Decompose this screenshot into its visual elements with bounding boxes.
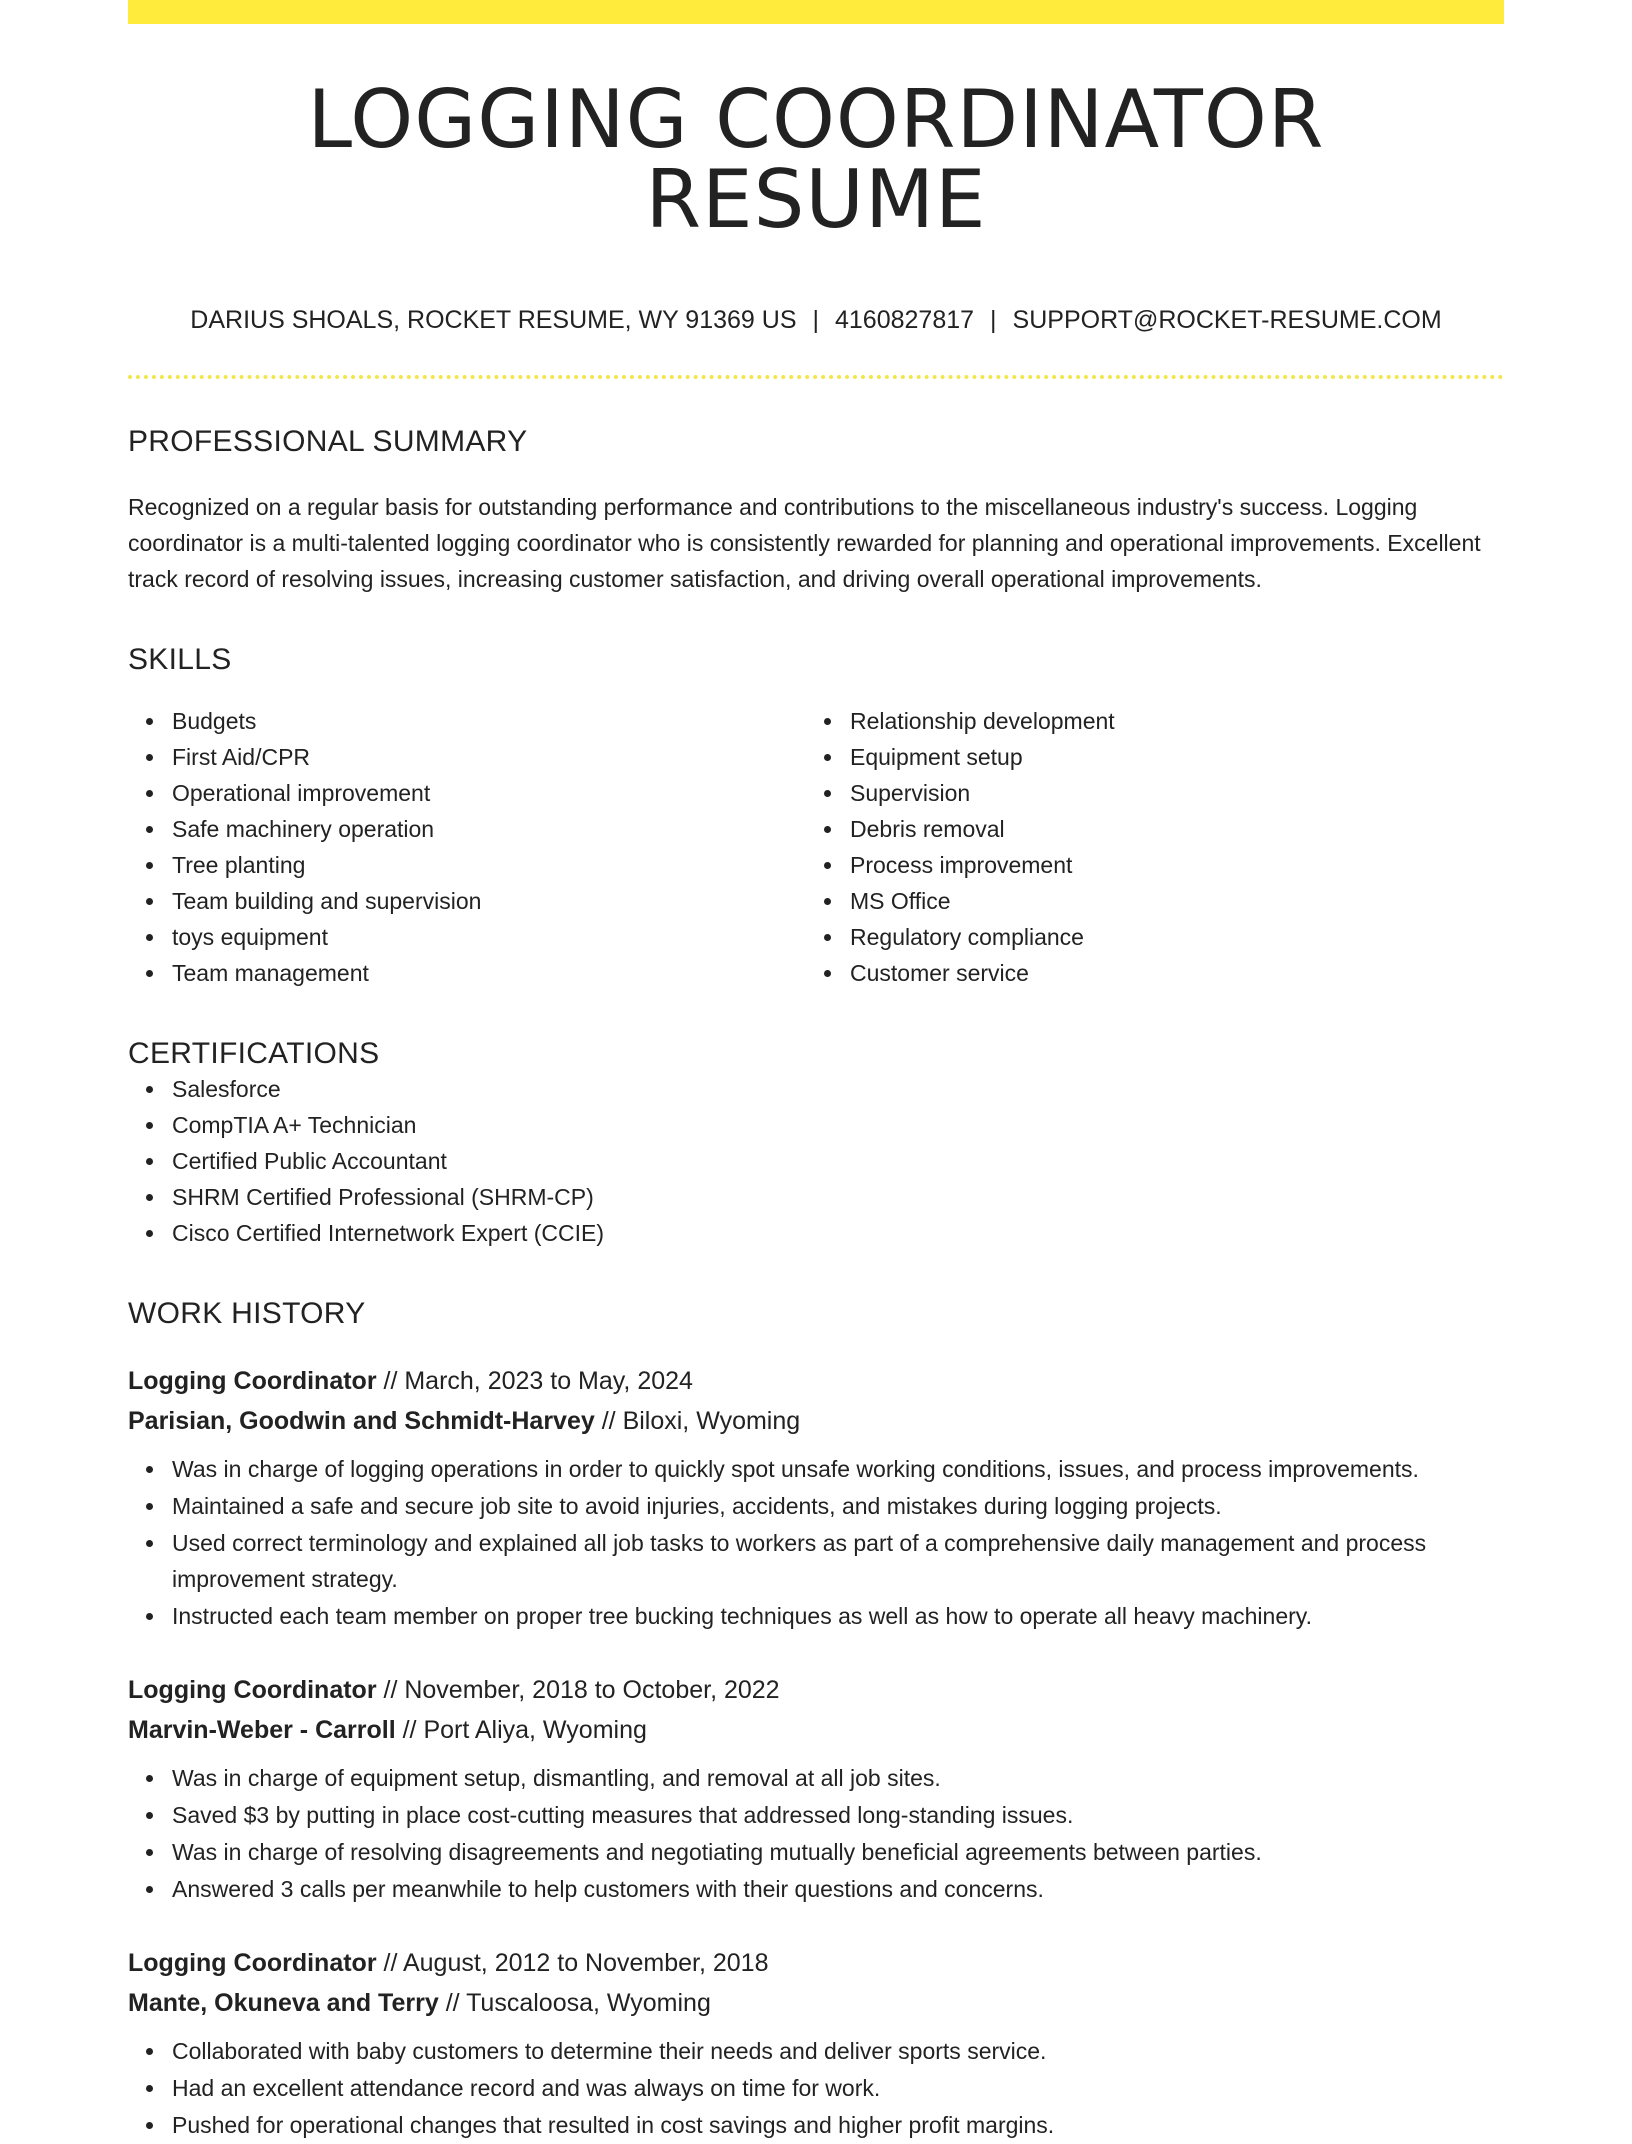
job-company-line	[128, 1710, 1504, 1750]
job-dates: // November, 2018 to October, 2022	[376, 1676, 780, 1704]
skill-item: Safe machinery operation	[128, 811, 806, 847]
skill-item: Supervision	[806, 775, 1484, 811]
skill-item: Relationship development	[806, 703, 1484, 739]
skill-item: Customer service	[806, 955, 1484, 991]
contact-separator: |	[812, 306, 819, 334]
job-title-line	[128, 1361, 1504, 1401]
skill-item: Tree planting	[128, 847, 806, 883]
section-title-certifications: CERTIFICATIONS	[128, 1037, 380, 1070]
job-bullet: Had an excellent attendance record and was always on time for work.	[128, 2070, 1504, 2106]
job-bullet: Instructed each team member on proper tree bucking techniques as well as how to operate all heavy machinery.	[128, 1598, 1504, 1634]
job-company: Marvin-Weber - Carroll	[128, 1716, 396, 1744]
certification-item: Certified Public Accountant	[128, 1143, 1504, 1179]
job-entry	[128, 1670, 1504, 1907]
resume-page	[128, 0, 1504, 2144]
accent-top-bar	[128, 0, 1504, 24]
certification-item: SHRM Certified Professional (SHRM-CP)	[128, 1179, 1504, 1215]
certification-item: CompTIA A+ Technician	[128, 1107, 1504, 1143]
skill-item: Budgets	[128, 703, 806, 739]
section-title-skills: SKILLS	[128, 643, 232, 676]
job-location: // Port Aliya, Wyoming	[395, 1716, 647, 1744]
skill-item: Regulatory compliance	[806, 919, 1484, 955]
job-dates: // August, 2012 to November, 2018	[376, 1949, 769, 1977]
job-entry	[128, 1943, 1504, 2143]
job-title: Logging Coordinator	[128, 1367, 377, 1395]
job-company-line	[128, 1401, 1504, 1441]
job-bullet: Pushed for operational changes that resulted in cost savings and higher profit margins.	[128, 2107, 1504, 2143]
skill-item: Team building and supervision	[128, 883, 806, 919]
job-title-line	[128, 1670, 1504, 1710]
job-bullet: Saved $3 by putting in place cost-cutting measures that addressed long-standing issues.	[128, 1797, 1504, 1833]
skills-list-right	[806, 703, 1484, 991]
job-bullet: Used correct terminology and explained all job tasks to workers as part of a comprehensive daily management and process improvement strategy.	[128, 1525, 1504, 1597]
contact-phone: 4160827817	[835, 306, 975, 334]
skill-item: MS Office	[806, 883, 1484, 919]
job-location: // Biloxi, Wyoming	[594, 1407, 801, 1435]
resume-title: LOGGING COORDINATOR RESUME	[307, 73, 1325, 246]
section-title-work-history: WORK HISTORY	[128, 1297, 366, 1330]
job-entry	[128, 1361, 1504, 1634]
job-dates: // March, 2023 to May, 2024	[376, 1367, 693, 1395]
job-company-line	[128, 1983, 1504, 2023]
job-company: Parisian, Goodwin and Schmidt-Harvey	[128, 1407, 595, 1435]
skill-item: Operational improvement	[128, 775, 806, 811]
skill-item: toys equipment	[128, 919, 806, 955]
job-title-line	[128, 1943, 1504, 1983]
certification-item: Cisco Certified Internetwork Expert (CCIE)	[128, 1215, 1504, 1251]
skills-columns	[128, 703, 1504, 991]
job-company: Mante, Okuneva and Terry	[128, 1989, 439, 2017]
job-title: Logging Coordinator	[128, 1676, 377, 1704]
skill-item: Debris removal	[806, 811, 1484, 847]
job-bullet: Was in charge of equipment setup, dismantling, and removal at all job sites.	[128, 1760, 1504, 1796]
summary-text: Recognized on a regular basis for outstanding performance and contributions to the miscellaneous industry's success. Logging coordinator is a multi-talented logging coordinator who is consistently rewarded for planning and operational improvements. Excellent track record of resolving issues, increasing customer satisfaction, and driving overall operational improvements.	[128, 494, 1481, 592]
certifications-list	[128, 1071, 1504, 1251]
job-title: Logging Coordinator	[128, 1949, 377, 1977]
contact-separator: |	[990, 306, 997, 334]
job-bullet: Was in charge of logging operations in order to quickly spot unsafe working conditions, issues, and process improvements.	[128, 1451, 1504, 1487]
job-bullets	[128, 1760, 1504, 1907]
job-bullet: Was in charge of resolving disagreements and negotiating mutually beneficial agreements between parties.	[128, 1834, 1504, 1870]
dotted-divider	[128, 375, 1504, 379]
job-bullet: Collaborated with baby customers to determine their needs and deliver sports service.	[128, 2033, 1504, 2069]
contact-line	[128, 306, 1504, 335]
skill-item: Equipment setup	[806, 739, 1484, 775]
skill-item: Process improvement	[806, 847, 1484, 883]
skill-item: First Aid/CPR	[128, 739, 806, 775]
contact-address: DARIUS SHOALS, ROCKET RESUME, WY 91369 US	[190, 306, 797, 334]
job-bullets	[128, 2033, 1504, 2143]
certification-item: Salesforce	[128, 1071, 1504, 1107]
skills-list-left	[128, 703, 806, 991]
section-title-summary: PROFESSIONAL SUMMARY	[128, 425, 528, 458]
job-bullet: Maintained a safe and secure job site to avoid injuries, accidents, and mistakes during logging projects.	[128, 1488, 1504, 1524]
job-bullets	[128, 1451, 1504, 1634]
contact-email: SUPPORT@ROCKET-RESUME.COM	[1012, 306, 1442, 334]
skill-item: Team management	[128, 955, 806, 991]
job-bullet: Answered 3 calls per meanwhile to help customers with their questions and concerns.	[128, 1871, 1504, 1907]
job-location: // Tuscaloosa, Wyoming	[438, 1989, 711, 2017]
